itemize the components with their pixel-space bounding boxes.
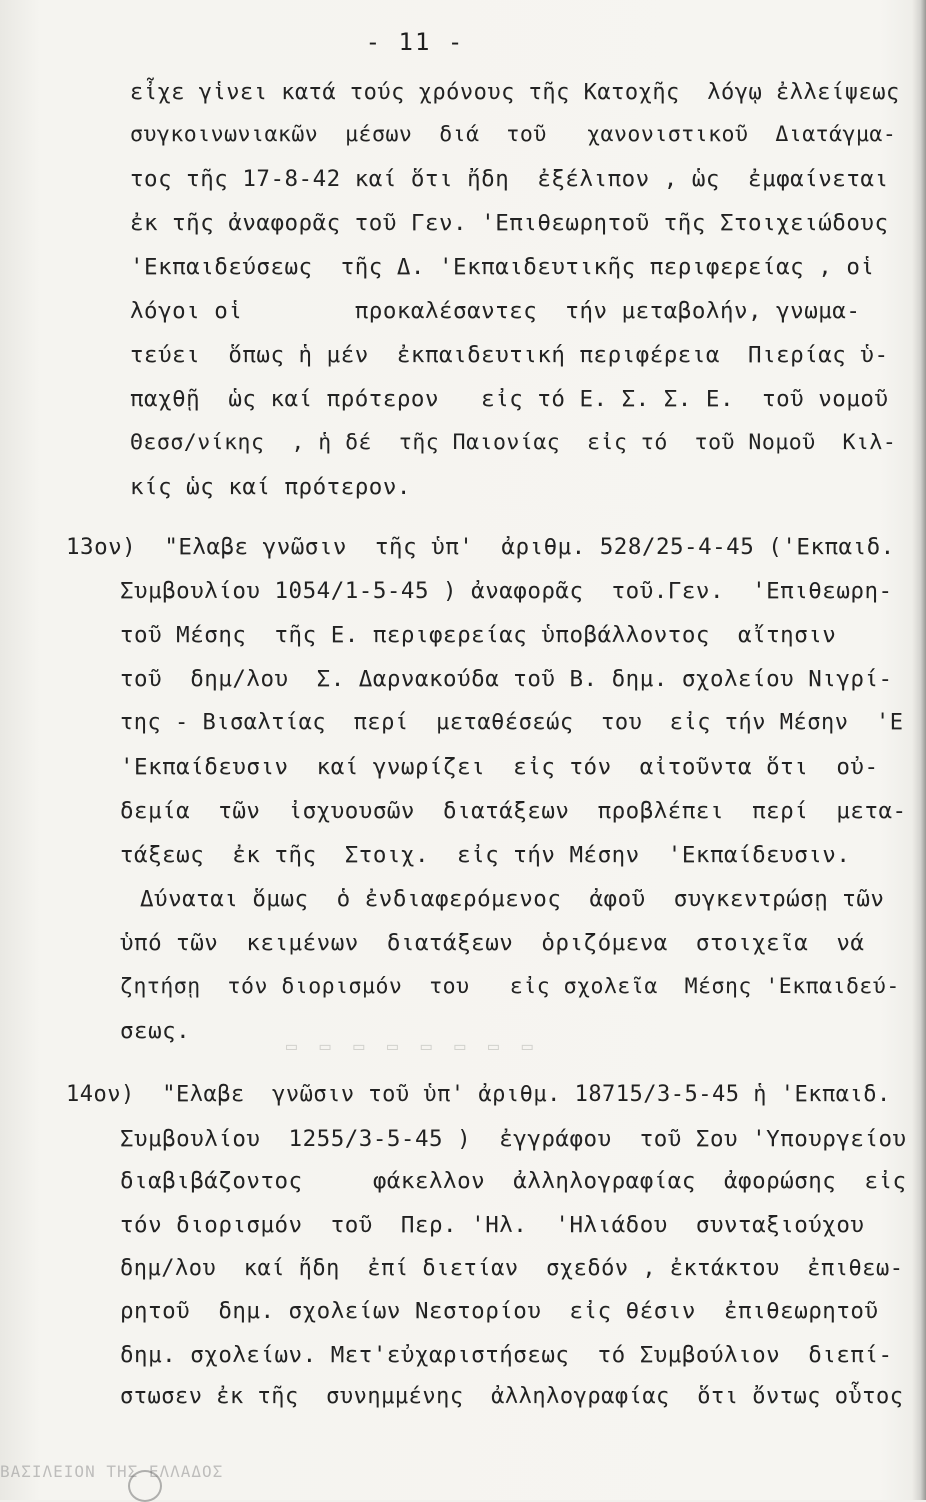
text-line-4: ἐκ τῆς ἀναφορᾶς τοῦ Γεν. 'Επιθεωρητοῦ τῆς Στοιχειώδους — [130, 210, 889, 236]
text-line-15: της - Βισαλτίας περί μεταθέσεώς του εἰς τήν Μέσην 'Ε — [120, 710, 904, 735]
page-edge-shadow — [912, 0, 926, 1500]
text-line-6: λόγοι οἱ προκαλέσαντες τήν μεταβολήν, γνωμα- — [130, 298, 861, 324]
text-line-14: τοῦ δημ/λου Σ. Δαρνακούδα τοῦ Β. δημ. σχολείου Νιγρί- — [120, 666, 893, 692]
text-line-1: εἶχε γἱνει κατά τούς χρόνους τῆς Κατοχῆς λόγῳ ἐλλείψεως — [130, 80, 900, 105]
text-line-3: τος τῆς 17-8-42 καί ὅτι ἤδη ἐξέλιπον , ὡς ἐμφαίνεται — [130, 166, 889, 192]
text-line-30: στωσεν ἐκ τῆς συνημμένης ἀλληλογραφίας ὅτι ὄντως οὗτος — [120, 1384, 904, 1409]
text-line-21: ζητήσῃ τόν διορισμόν του εἰς σχολεῖα Μέσης 'Εκπαιδεύ- — [120, 974, 900, 999]
text-line-29: δημ. σχολείων. Μετ'εὐχαριστήσεως τό Συμβούλιον διεπί- — [120, 1342, 893, 1368]
text-line-16: 'Εκπαίδευσιν καί γνωρίζει εἰς τόν αἰτοῦντα ὅτι οὐ- — [120, 754, 879, 780]
text-line-20: ὑπό τῶν κειμένων διατάξεων ὁριζόμενα στοιχεῖα νά — [120, 930, 865, 956]
text-line-27: δημ/λου καί ἤδη ἐπί διετίαν σχεδόν , ἐκτάκτου ἐπιθεω- — [120, 1256, 904, 1281]
text-line-19: Δύναται ὅμως ὁ ἐνδιαφερόμενος ἀφοῦ συγκεντρώσῃ τῶν — [140, 886, 885, 912]
text-line-24: Συμβουλίου 1255/3-5-45 ) ἐγγράφου τοῦ Σου 'Υπουργείου — [120, 1126, 907, 1152]
text-line-22: σεως. — [120, 1018, 191, 1044]
text-line-9: Θεσσ/νίκης , ἡ δέ τῆς Παιονίας εἰς τό τοῦ Νομοῦ Κιλ- — [130, 430, 897, 455]
text-line-7: τεύει ὅπως ἡ μέν ἐκπαιδευτική περιφέρεια Πιερίας ὑ- — [130, 342, 889, 368]
text-line-13: τοῦ Μέσης τῆς Ε. περιφερείας ὑποβάλλοντος αἴτησιν — [120, 622, 837, 648]
text-line-25: διαβιβάζοντος φάκελλον ἀλληλογραφίας ἀφορώσης εἰς — [120, 1168, 907, 1194]
text-line-11: 13ον) "Ελαβε γνῶσιν τῆς ὑπ' ἀριθμ. 528/25-4-45 ('Εκπαιδ. — [66, 534, 895, 560]
text-line-26: τόν διορισμόν τοῦ Περ. 'Ηλ. 'Ηλιάδου συνταξιούχου — [120, 1212, 865, 1238]
text-line-12: Συμβουλίου 1054/1-5-45 ) ἀναφορᾶς τοῦ.Γεν. 'Επιθεωρη- — [120, 578, 893, 604]
text-line-2: συγκοινωνιακῶν μέσων διά τοῦ χανονιστικοῦ Διατάγμα- — [130, 122, 897, 147]
text-line-17: δεμία τῶν ἰσχυουσῶν διατάξεων προβλέπει περί μετα- — [120, 798, 907, 824]
text-line-23: 14ον) "Ελαβε γνῶσιν τοῦ ὑπ' ἀριθμ. 18715/3-5-45 ἡ 'Εκπαιδ. — [66, 1082, 891, 1107]
text-line-8: παχθῇ ὡς καί πρότερον εἰς τό Ε. Σ. Σ. Ε. τοῦ νομοῦ — [130, 386, 889, 412]
text-line-28: ρητοῦ δημ. σχολείων Νεστορίου εἰς θέσιν ἐπιθεωρητοῦ — [120, 1298, 879, 1324]
text-line-10: κίς ὡς καί πρότερον. — [130, 474, 411, 500]
text-line-18: τάξεως ἐκ τῆς Στοιχ. εἰς τήν Μέσην 'Εκπαίδευσιν. — [120, 842, 851, 868]
page-number: - 11 - — [365, 28, 465, 56]
stamp-text: ΒΑΣΙΛΕΙΟΝ ΤΗΣ ΕΛΛΑΔΟΣ — [0, 1462, 224, 1481]
text-line-5: 'Εκπαιδεύσεως τῆς Δ. 'Εκπαιδευτικῆς περιφερείας , οἱ — [130, 254, 875, 280]
bleed-through-text: ▭ ▭ ▭ ▭ ▭ ▭ ▭ ▭ — [286, 1036, 539, 1057]
seal-icon — [128, 1470, 162, 1502]
